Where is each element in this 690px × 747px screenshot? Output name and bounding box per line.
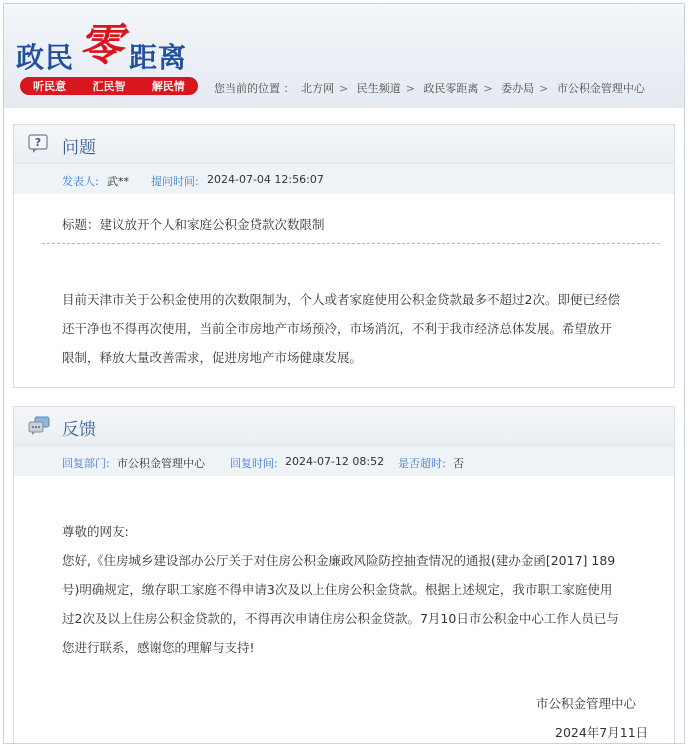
slogan-bar (20, 77, 198, 95)
question-line: 限制，释放大量改善需求，促进房地产市场健康发展。 (62, 350, 363, 365)
question-panel (13, 124, 675, 388)
question-panel-header (14, 125, 674, 164)
slogan-3: 解民情 (151, 80, 185, 93)
question-icon (28, 134, 50, 154)
answer-line: 过2次及以上住房公积金贷款的，不得再次申请住房公积金贷款。7月10日市公积金中心工作人员已与 (62, 611, 619, 626)
overtime-value: 否 (453, 457, 464, 470)
answer-date: 2024年7月11日 (555, 725, 649, 740)
answer-line: 号)明确规定，缴存职工家庭不得申请3次及以上住房公积金贷款。根据上述规定，我市职工家庭使用 (62, 582, 613, 597)
answer-body (62, 517, 652, 662)
speech-bubbles-icon (28, 416, 50, 436)
breadcrumb-link-category[interactable]: 委办局 (501, 82, 535, 95)
logo-text-1: 政民 (16, 41, 75, 74)
answer-panel (13, 406, 675, 744)
breadcrumb-link-dept[interactable]: 市公积金管理中心 (556, 82, 645, 95)
question-time-value: 2024-07-04 12:56:07 (207, 173, 324, 186)
answer-panel-title: 反馈 (62, 420, 96, 440)
question-line: 目前天津市关于公积金使用的次数限制为，个人或者家庭使用公积金贷款最多不超过2次。即便已经偿 (62, 292, 620, 307)
answer-greeting: 尊敬的网友: (62, 524, 129, 539)
question-line: 还干净也不得再次使用，当前全市房地产市场预冷，市场消沉，不利于我市经济总体发展。希望放开 (62, 321, 613, 336)
page-frame (3, 3, 685, 744)
reply-time-label: 回复时间: (230, 457, 278, 470)
breadcrumb-link-channel[interactable]: 民生频道 (356, 82, 401, 95)
answer-meta (14, 446, 674, 476)
slogan-1: 听民意 (33, 80, 67, 93)
svg-text:?: ? (34, 136, 42, 149)
logo-text-3: 距离 (129, 41, 188, 74)
poster-value: 武** (107, 175, 129, 188)
site-header (4, 4, 684, 108)
slogan-2: 汇民智 (92, 80, 126, 93)
answer-line: 您好,《住房城乡建设部办公厅关于对住房公积金廉政风险防控抽查情况的通报(建办金函[2017] 189 (62, 553, 616, 568)
breadcrumb-link-home[interactable]: 北方网 (301, 82, 334, 95)
question-panel-title: 问题 (62, 138, 96, 158)
overtime-label: 是否超时: (398, 457, 446, 470)
question-body (62, 285, 652, 372)
question-meta (14, 164, 674, 194)
breadcrumb: 您当前的位置 ： 北方网 > 民生频道 > 政民零距离 > 委办局 > 市公积金管理中心 (214, 82, 645, 95)
dept-label: 回复部门: (62, 457, 110, 470)
question-time-label: 提问时间: (151, 175, 199, 188)
breadcrumb-prefix: 您当前的位置 ： (214, 82, 295, 95)
poster-label: 发表人: (62, 175, 99, 188)
question-subject: 标题：建议放开个人和家庭公积金贷款次数限制 (62, 217, 325, 232)
reply-time-value: 2024-07-12 08:52 (285, 455, 385, 468)
logo-text-2: 零 (79, 20, 123, 71)
answer-panel-header (14, 407, 674, 446)
answer-signature: 市公积金管理中心 (536, 696, 637, 711)
breadcrumb-link-section[interactable]: 政民零距离 (423, 82, 479, 95)
divider (42, 243, 660, 244)
answer-line: 您进行联系，感谢您的理解与支持! (62, 640, 255, 655)
dept-value: 市公积金管理中心 (117, 457, 205, 470)
